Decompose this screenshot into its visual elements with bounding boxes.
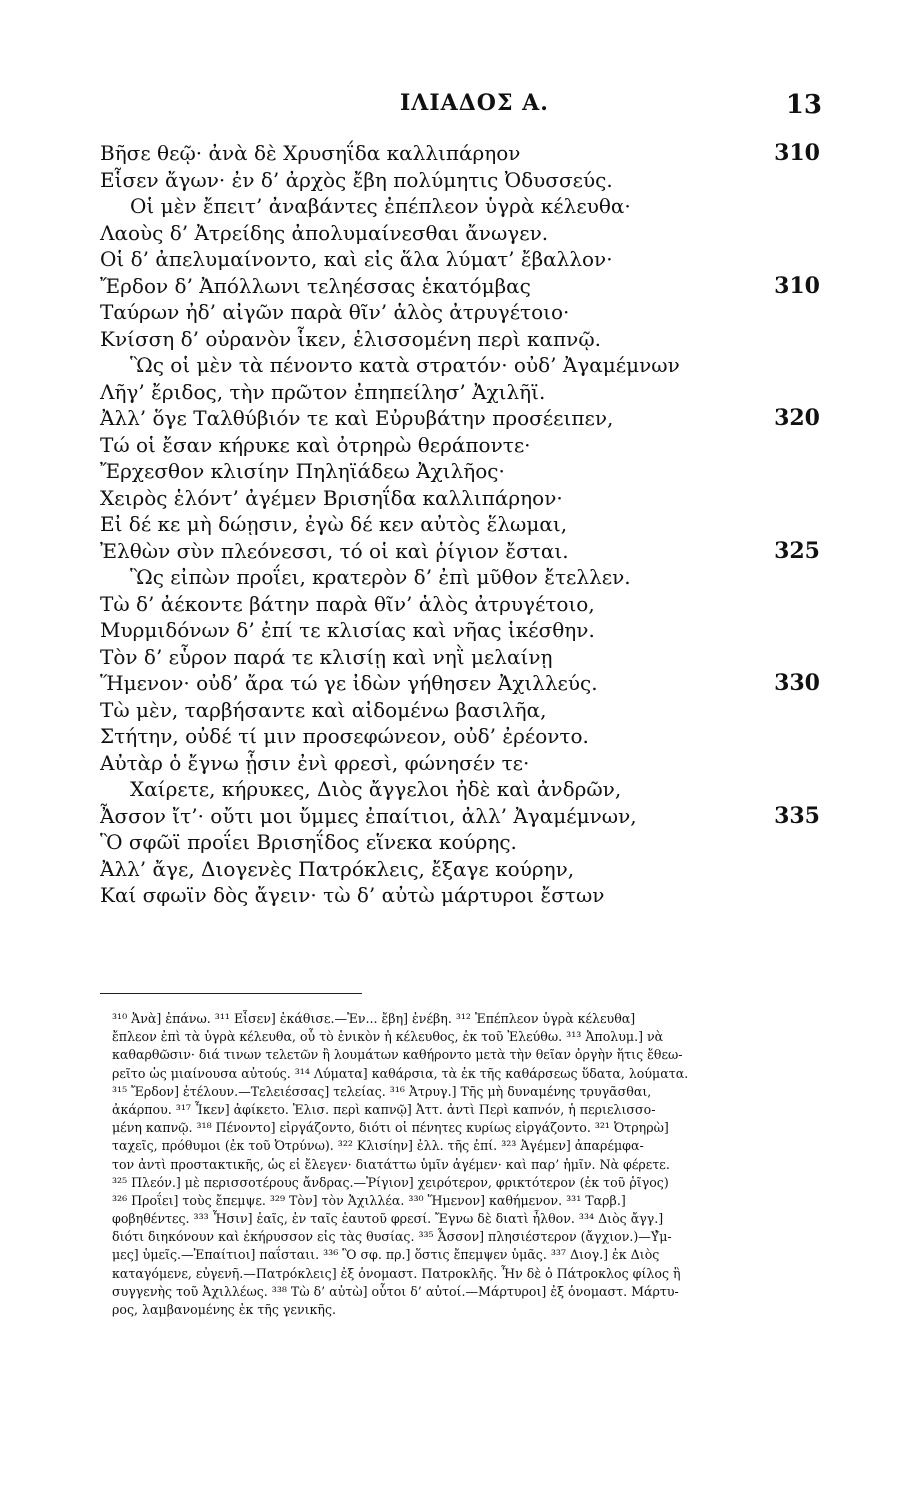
verse-text: Ἔρχεσθον κλισίην Πηληϊάδεω Ἀχιλῆος·: [100, 459, 505, 483]
verse-line: [100, 644, 820, 671]
footnote-line: ἀκάρπου. ³¹⁷ Ἷκεν] ἀφίκετο. Ἐλισ. περὶ καπνῷ] Ἀττ. ἀντὶ Περὶ καπνόν, ἡ περιελισσο-: [112, 1101, 656, 1117]
verse-text: Ταύρων ἠδ’ αἰγῶν παρὰ θῖν’ ἁλὸς ἀτρυγέτοιο·: [100, 300, 570, 324]
verse-text: Χειρὸς ἑλόντ’ ἀγέμεν Βρισηΐδα καλλιπάρηον·: [100, 485, 563, 510]
verse-text: Εἰ δέ κε μὴ δώῃσιν, ἐγὼ δέ κεν αὐτὸς ἕλωμαι,: [100, 512, 568, 536]
verse-text: Ὣς εἰπὼν προΐει, κρατερὸν δ’ ἐπὶ μῦθον ἔτελλεν.: [130, 565, 631, 589]
verse-text: Ἀλλ’ ἄγε, Διογενὲς Πατρόκλεις, ἔξαγε κούρην,: [100, 856, 575, 881]
footnote-line: καθαρθῶσιν· διά τινων τελετῶν ἢ λουμάτων καθήροντο μετὰ τὴν θεῖαν ὀργὴν ἥτις ἔθεω-: [112, 1047, 683, 1063]
verse-line: [100, 803, 820, 830]
verse-line: [100, 140, 820, 167]
verse-text: Ἐλθὼν σὺν πλεόνεσσι, τό οἱ καὶ ῥίγιον ἔσται.: [100, 538, 569, 563]
verse-line: [100, 829, 820, 856]
verse-text: Βῆσε θεῷ· ἀνὰ δὲ Χρυσηΐδα καλλιπάρηον: [100, 141, 521, 165]
footnote-line: ταχεῖς, πρόθυμοι (ἐκ τοῦ Ὀτρύνω). ³²² Κλισίην] ἐλλ. τῆς ἐπί. ³²³ Ἀγέμεν] ἀπαρέμφα-: [112, 1138, 644, 1154]
footnote-line: ³¹⁰ Ἀνὰ] ἐπάνω. ³¹¹ Εἷσεν] ἐκάθισε.—Ἐν... ἔβη] ἐνέβη. ³¹² Ἐπέπλεον ὑγρὰ κέλευθα]: [112, 1011, 636, 1026]
verse-text: Ὃ σφῶϊ προΐει Βρισηΐδος εἵνεκα κούρης.: [100, 830, 517, 854]
footnote-line: ³²⁶ Προΐει] τοὺς ἔπεμψε. ³²⁹ Τὸν] τὸν Ἀχιλλέα. ³³⁰ Ἥμενον] καθήμενον. ³³¹ Ταρβ.]: [112, 1192, 626, 1208]
verse-text: Λῆγ’ ἔριδος, τὴν πρῶτον ἐπηπείλησ’ Ἀχιλῆϊ.: [100, 379, 546, 404]
verse-text: Τὸν δ’ εὗρον παρά τε κλισίῃ καὶ νηῒ μελαίνῃ: [100, 644, 553, 669]
footnote-line: συγγενὴς τοῦ Ἀχιλλέως. ³³⁸ Τὼ δ’ αὐτὼ] οὗτοι δ’ αὐτοί.—Μάρτυροι] ἐξ ὀνομαστ. Μάρτυ-: [112, 1283, 679, 1299]
page-number: 13: [785, 90, 822, 120]
verse-line: [100, 220, 820, 247]
footnote-line: ρεῖτο ὡς μιαίνουσα αὐτούς. ³¹⁴ Λύματα] καθάρσια, τὰ ἐκ τῆς καθάρσεως ὕδατα, λούματα.: [112, 1065, 689, 1081]
line-number: 310: [774, 140, 820, 166]
verse-text: Χαίρετε, κήρυκες, Διὸς ἄγγελοι ἠδὲ καὶ ἀνδρῶν,: [130, 777, 622, 801]
line-number: 320: [774, 405, 820, 431]
footnote-line: φοβηθέντες. ³³³ Ἧσιν] ἑαῖς, ἐν ταῖς ἑαυτοῦ φρεσί. Ἔγνω δὲ διατὶ ἦλθον. ³³⁴ Διὸς ἄγγ.]: [112, 1211, 664, 1227]
verse-line: [100, 326, 820, 353]
verse-text: Τὼ μὲν, ταρβήσαντε καὶ αἰδομένω βασιλῆα,: [100, 697, 547, 722]
verse-line: [100, 856, 820, 883]
verse-line: [100, 432, 820, 459]
verse-line: [100, 193, 820, 220]
verse-text: Τώ οἱ ἔσαν κήρυκε καὶ ὀτρηρὼ θεράποντε·: [100, 432, 531, 457]
verse-line: [100, 617, 820, 644]
verse-line: [100, 379, 820, 406]
verse-text: Ὣς οἱ μὲν τὰ πένοντο κατὰ στρατόν· οὐδ’ Ἀγαμέμνων: [130, 353, 680, 377]
verse-block: [100, 140, 820, 909]
footnote-line: διότι διηκόνουν καὶ ἐκήρυσσον εἰς τὰς θυσίας. ³³⁵ Ἆσσον] πλησιέστερον (ἄγχιον.)—Υ̓́μ-: [112, 1229, 672, 1245]
page-header: [0, 90, 920, 130]
verse-line: [100, 723, 820, 750]
verse-line: [100, 485, 820, 512]
verse-line: [100, 591, 820, 618]
verse-text: Στήτην, οὐδέ τί μιν προσεφώνεον, οὐδ’ ἐρέοντο.: [100, 724, 589, 748]
verse-text: Κνίσση δ’ οὐρανὸν ἷκεν, ἑλισσομένη περὶ καπνῷ.: [100, 326, 601, 351]
verse-text: Ἀλλ’ ὅγε Ταλθύβιόν τε καὶ Εὐρυβάτην προσέειπεν,: [100, 406, 614, 430]
line-number: 310: [774, 272, 820, 299]
verse-text: Εἷσεν ἄγων· ἐν δ’ ἀρχὸς ἔβη πολύμητις Ὀδυσσεύς.: [100, 167, 613, 192]
footnote-line: ρος, λαμβανομένης ἐκ τῆς γενικῆς.: [112, 1302, 337, 1317]
verse-line: [100, 405, 820, 432]
verse-text: Ἥμενον· οὐδ’ ἄρα τώ γε ἰδὼν γήθησεν Ἀχιλλεύς.: [100, 671, 598, 695]
verse-line: [100, 167, 820, 194]
verse-line: [100, 273, 820, 300]
verse-text: Καί σφωϊν δὸς ἄγειν· τὼ δ’ αὐτὼ μάρτυροι ἔστων: [100, 883, 605, 907]
footnote-line: μες] ὑμεῖς.—Ἐπαίτιοι] παΐσταιι. ³³⁶ Ὃ σφ. πρ.] ὅστις ἔπεμψεν ὑμᾶς. ³³⁷ Διογ.] ἐκ Διὸς: [112, 1247, 660, 1263]
verse-line: [100, 538, 820, 565]
line-number: 330: [774, 670, 820, 696]
verse-text: Οἱ δ’ ἀπελυμαίνοντο, καὶ εἰς ἅλα λύματ’ ἔβαλλον·: [100, 247, 613, 271]
verse-line: [100, 697, 820, 724]
verse-line: [100, 299, 820, 326]
verse-text: Μυρμιδόνων δ’ ἐπί τε κλισίας καὶ νῆας ἱκέσθην.: [100, 618, 595, 642]
verse-text: Αὐτὰρ ὁ ἔγνω ᾗσιν ἐνὶ φρεσὶ, φώνησέν τε·: [100, 750, 530, 775]
footnote-line: ³²⁵ Πλεόν.] μὲ περισσοτέρους ἄνδρας.—Ῥίγιον] χειρότερον, φρικτότερον (ἐκ τοῦ ῥῖγος): [112, 1174, 669, 1190]
line-number: 325: [774, 537, 820, 564]
verse-line: [100, 670, 820, 697]
verse-line: [100, 352, 820, 379]
verse-text: Λαοὺς δ’ Ἀτρείδης ἀπολυμαίνεσθαι ἄνωγεν.: [100, 220, 549, 245]
line-number: 335: [774, 802, 820, 829]
verse-text: Τὼ δ’ ἀέκοντε βάτην παρὰ θῖν’ ἁλὸς ἀτρυγέτοιο,: [100, 591, 595, 616]
footnote-line: ³¹⁵ Ἔρδον] ἐτέλουν.—Τελειέσσας] τελείας. ³¹⁶ Ἀτρυγ.] Τῆς μὴ δυναμένης τρυγᾶσθαι,: [112, 1083, 652, 1099]
verse-line: [100, 246, 820, 273]
verse-line: [100, 458, 820, 485]
verse-line: [100, 511, 820, 538]
footnote-line: τον ἀντὶ προστακτικῆς, ὡς εἰ ἔλεγεν· διατάττω ὑμῖν ἀγέμεν· καὶ παρ’ ἡμῖν. Νὰ φέρετε.: [112, 1156, 670, 1172]
verse-line: [100, 750, 820, 777]
footnote-line: ἔπλεον ἐπὶ τὰ ὑγρὰ κέλευθα, οὗ τὸ ἑνικὸν ἡ κέλευθος, ἐκ τοῦ Ἐλεύθω. ³¹³ Ἀπολυμ.] νὰ: [112, 1029, 664, 1045]
footnote-line: καταγόμενε, εὐγενῆ.—Πατρόκλεις] ἐξ ὀνομαστ. Πατροκλῆς. Ἦν δὲ ὁ Πάτροκλος φίλος ἢ: [112, 1265, 681, 1281]
footnote-divider: [100, 993, 362, 994]
verse-line: [100, 564, 820, 591]
verse-text: Ἔρδον δ’ Ἀπόλλωνι τεληέσσας ἑκατόμβας: [100, 273, 531, 298]
footnotes: [112, 1010, 824, 1319]
verse-line: [100, 776, 820, 803]
verse-line: [100, 882, 820, 909]
verse-text: Οἱ μὲν ἔπειτ’ ἀναβάντες ἐπέπλεον ὑγρὰ κέλευθα·: [130, 194, 631, 218]
running-title: ΙΛΙΑΔΟΣ Α.: [400, 90, 549, 116]
verse-text: Ἆσσον ἴτ’· οὔτι μοι ὔμμες ἐπαίτιοι, ἀλλ’ Ἀγαμέμνων,: [100, 803, 637, 828]
footnote-line: μένη καπνῷ. ³¹⁸ Πένοντο] εἰργάζοντο, διότι οἱ πένητες κυρίως εἰργάζοντο. ³²¹ Ὀτρηρὼ]: [112, 1120, 669, 1136]
